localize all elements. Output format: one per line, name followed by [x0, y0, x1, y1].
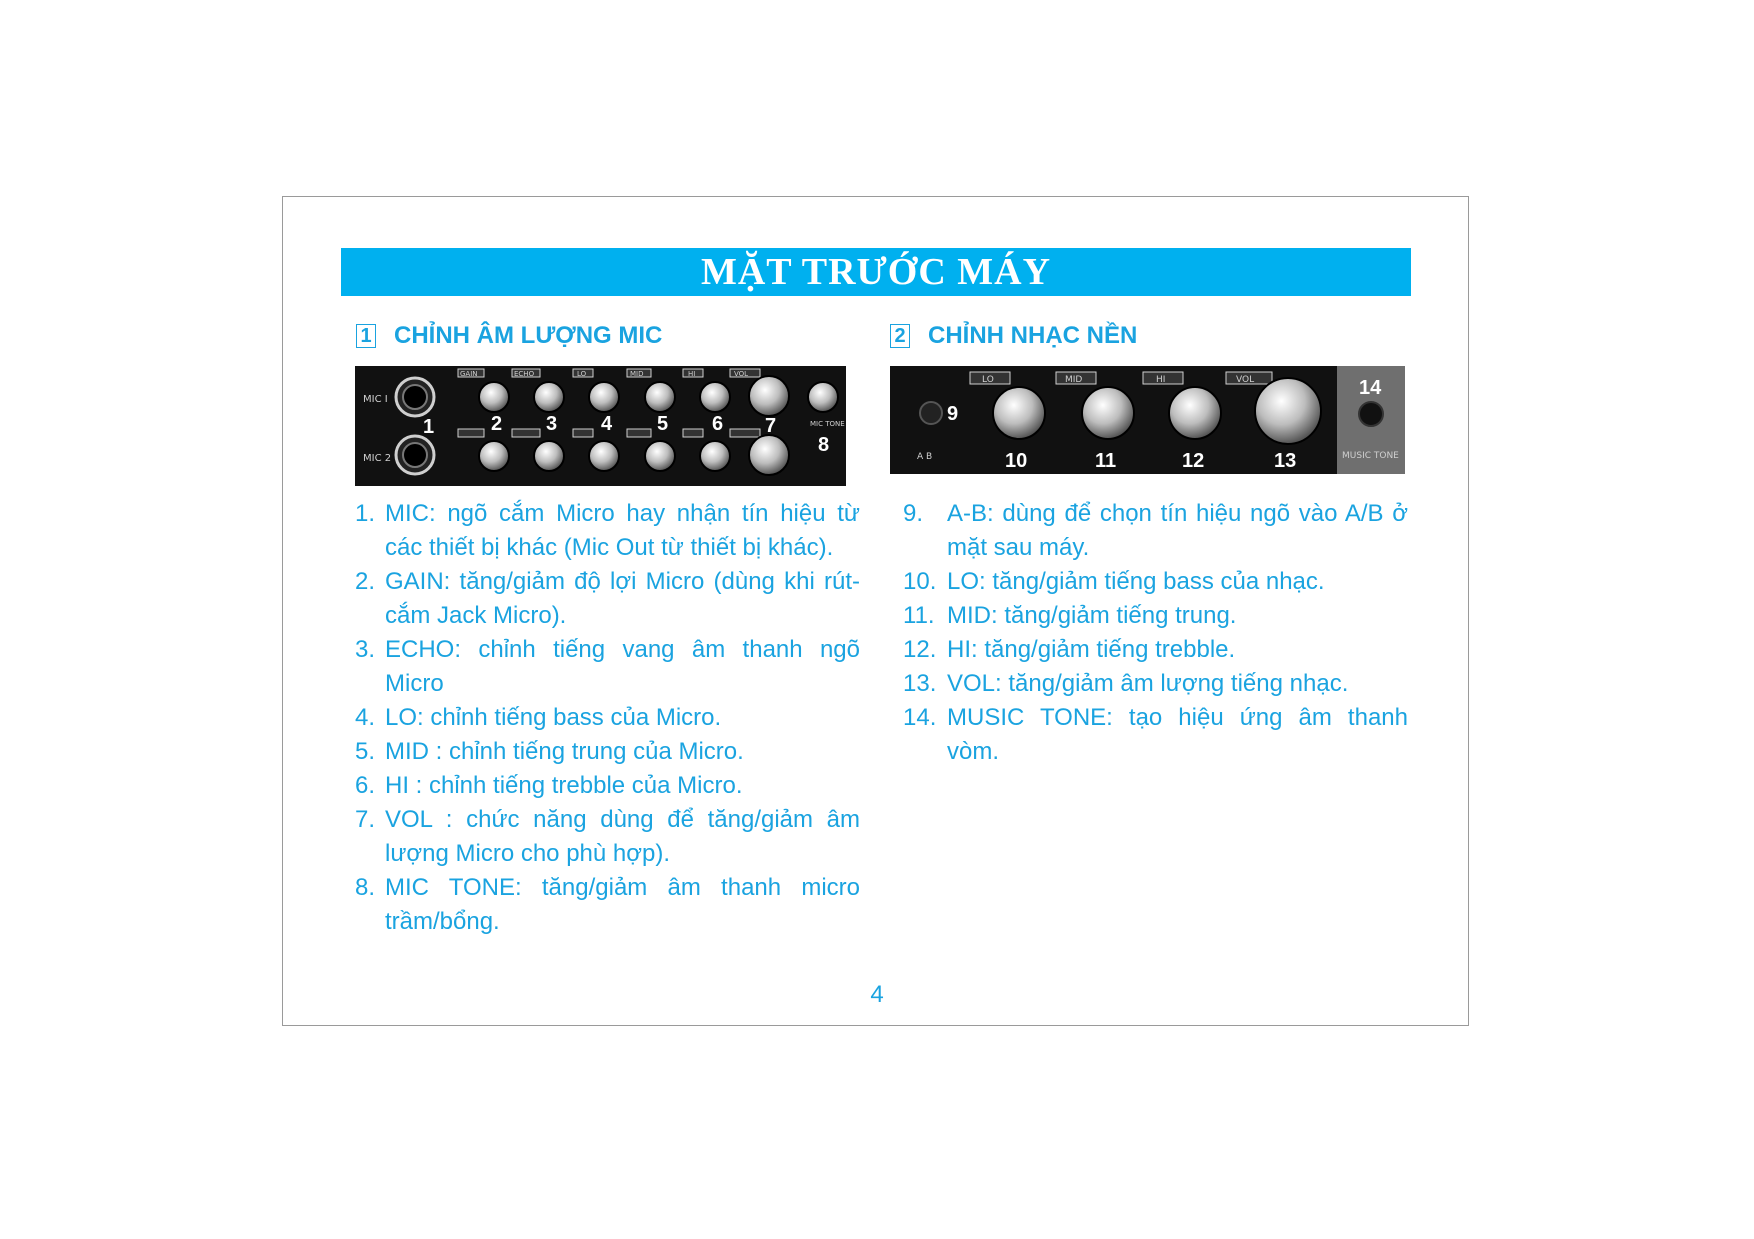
item-number: 1. — [355, 500, 376, 527]
panel-number-4: 4 — [601, 413, 613, 435]
item-number: 12. — [903, 636, 937, 663]
item-text: MIC TONE: tăng/giảm âm thanh micro trầm/bổng. — [385, 874, 860, 935]
mid-label: MID — [630, 370, 644, 378]
panel-number-13: 13 — [1274, 450, 1297, 472]
vol-label: VOL — [734, 370, 749, 378]
list-item — [355, 701, 860, 735]
list-item — [903, 701, 1408, 769]
panel-number-7: 7 — [765, 415, 777, 437]
panel-number-1: 1 — [423, 416, 435, 438]
page-title: MẶT TRƯỚC MÁY — [700, 251, 1052, 293]
list-item — [903, 565, 1408, 599]
section2-title: CHỈNH NHẠC NỀN — [928, 322, 1138, 349]
item-text: GAIN: tăng/giảm độ lợi Micro (dùng khi rút-cắm Jack Micro). — [385, 568, 860, 629]
item-number: 2. — [355, 568, 376, 595]
item-number: 9. — [903, 500, 924, 527]
music-lo-label: LO — [982, 375, 994, 385]
item-number: 5. — [355, 738, 376, 765]
mic-tone-label: MIC TONE — [810, 420, 845, 428]
mic-panel-image — [355, 366, 846, 486]
item-number: 14. — [903, 704, 937, 731]
list-item — [355, 633, 860, 701]
item-text: VOL : chức năng dùng để tăng/giảm âm lượng Micro cho phù hợp). — [385, 806, 860, 867]
music-panel-image — [890, 366, 1405, 474]
panel-number-8: 8 — [818, 434, 830, 456]
item-number: 6. — [355, 772, 376, 799]
section2-heading — [890, 322, 1137, 350]
page-number: 4 — [870, 981, 884, 1008]
item-number: 4. — [355, 704, 376, 731]
item-text: ECHO: chỉnh tiếng vang âm thanh ngõ Micro — [385, 636, 860, 697]
list-item — [355, 497, 860, 565]
mic2-jack — [396, 436, 434, 474]
panel-number-14: 14 — [1359, 377, 1382, 399]
panel-number-11: 11 — [1095, 450, 1117, 472]
music-tone-button — [1359, 402, 1383, 426]
section2-number: 2 — [890, 324, 910, 348]
item-text: VOL: tăng/giảm âm lượng tiếng nhạc. — [947, 670, 1349, 697]
music-vol-label: VOL — [1236, 375, 1255, 385]
ab-label: A B — [917, 452, 933, 462]
item-number: 13. — [903, 670, 937, 697]
list-item — [355, 871, 860, 939]
item-text: LO: chỉnh tiếng bass của Micro. — [385, 704, 722, 731]
music-mid-label: MID — [1065, 375, 1083, 385]
mic-panel-svg — [355, 366, 846, 486]
music-description-list — [903, 497, 1408, 769]
list-item — [355, 735, 860, 769]
list-item — [903, 667, 1408, 701]
list-item — [355, 769, 860, 803]
section1-heading — [356, 322, 662, 350]
hi-label: HI — [688, 370, 696, 378]
item-text: MID : chỉnh tiếng trung của Micro. — [385, 738, 744, 765]
echo-label: ECHO — [514, 370, 535, 378]
section1-number: 1 — [356, 324, 376, 348]
panel-number-10: 10 — [1005, 450, 1028, 472]
panel-number-2: 2 — [491, 413, 503, 435]
lo-label: LO — [577, 370, 587, 378]
list-item — [903, 633, 1408, 667]
item-text: A-B: dùng để chọn tín hiệu ngõ vào A/B ở mặt sau máy. — [947, 500, 1408, 561]
ab-button — [920, 402, 942, 424]
panel-number-9: 9 — [947, 403, 959, 425]
item-text: LO: tăng/giảm tiếng bass của nhạc. — [947, 568, 1325, 595]
list-item — [903, 599, 1408, 633]
item-number: 11. — [903, 602, 935, 629]
mic-description-list — [355, 497, 860, 939]
item-text: MUSIC TONE: tạo hiệu ứng âm thanh vòm. — [947, 704, 1408, 765]
item-number: 8. — [355, 874, 376, 901]
item-number: 10. — [903, 568, 937, 595]
list-item — [355, 803, 860, 871]
music-panel-svg — [890, 366, 1405, 474]
item-number: 7. — [355, 806, 376, 833]
panel-number-12: 12 — [1182, 450, 1205, 472]
mic1-label: MIC I — [363, 394, 388, 405]
panel-number-3: 3 — [546, 413, 558, 435]
music-tone-label: MUSIC TONE — [1342, 451, 1399, 461]
item-text: MID: tăng/giảm tiếng trung. — [947, 602, 1237, 629]
item-text: HI: tăng/giảm tiếng trebble. — [947, 636, 1236, 663]
mic2-label: MIC 2 — [363, 453, 392, 464]
list-item — [355, 565, 860, 633]
gain-label: GAIN — [460, 370, 478, 378]
panel-number-5: 5 — [657, 413, 669, 435]
item-text: HI : chỉnh tiếng trebble của Micro. — [385, 772, 743, 799]
item-text: MIC: ngõ cắm Micro hay nhận tín hiệu từ các thiết bị khác (Mic Out từ thiết bị khác). — [385, 500, 860, 561]
music-hi-label: HI — [1156, 375, 1166, 385]
list-item — [903, 497, 1408, 565]
mic1-jack — [396, 378, 434, 416]
title-bar — [341, 248, 1411, 296]
item-number: 3. — [355, 636, 376, 663]
section1-title: CHỈNH ÂM LƯỢNG MIC — [394, 322, 663, 349]
panel-number-6: 6 — [712, 413, 724, 435]
